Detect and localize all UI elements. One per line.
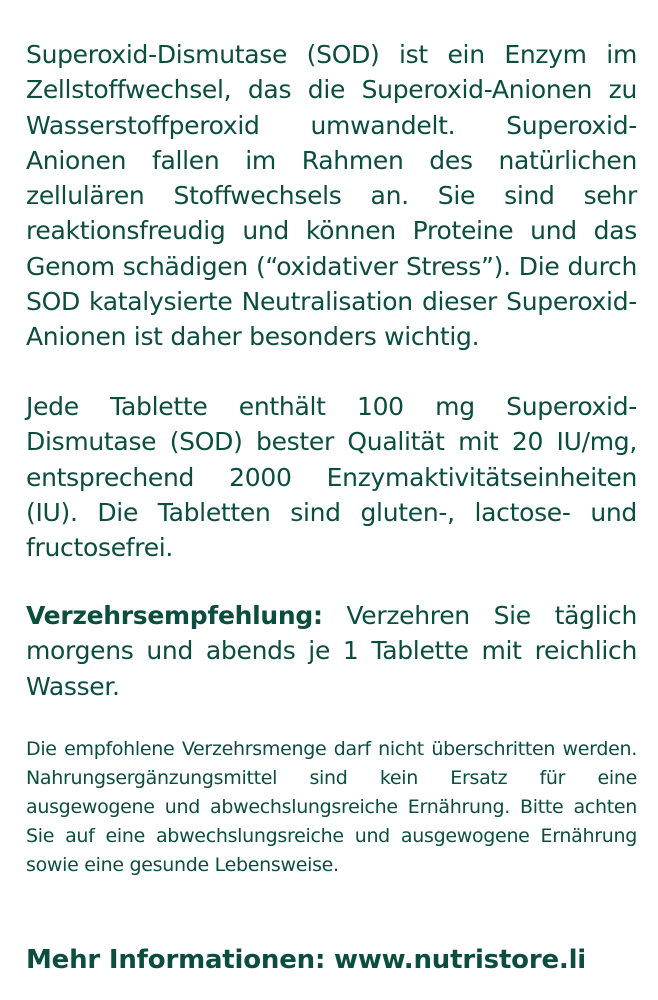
intro-paragraph: Superoxid-Dismutase (SOD) ist ein Enzym im Zellstoffwechsel, das die Superoxid-Anionen zu Wasserstoffperoxid umwandelt. Superoxid-Anionen fallen im Rahmen des natürlichen zellulären Stoffwechsels an. Sie sind sehr reaktionsfreudig und können Proteine und das Genom schädigen (“oxidativer Stress”). Die durch SOD katalysierte Neutralisation dieser Superoxid-Anionen ist daher besonders wichtig. [26,40,637,352]
recommendation-text: Verzehren Sie täglich morgens und abends je 1 Tablette mit reichlich Wasser. [26,601,637,701]
disclaimer-paragraph: Die empfohlene Verzehrsmenge darf nicht überschritten werden. Nahrungsergänzungsmittel sind kein Ersatz für eine ausgewogene und abwechslungsreiche Ernährung. Bitte achten Sie auf eine abwechslungsreiche und ausgewogene Ernährung sowie eine gesunde Lebensweise. [26,738,637,876]
content-paragraph: Jede Tablette enthält 100 mg Superoxid-Dismutase (SOD) bester Qualität mit 20 IU/mg, entsprechend 2000 Enzymaktivitätseinheiten (IU). Die Tabletten sind gluten-, lactose- und fructosefrei. [26,392,637,563]
recommendation-label: Verzehrsempfehlung: [26,601,323,630]
more-info-link[interactable]: Mehr Informationen: www.nutristore.li [26,945,586,975]
product-text-panel [26,0,637,1000]
recommendation-paragraph [26,598,637,704]
